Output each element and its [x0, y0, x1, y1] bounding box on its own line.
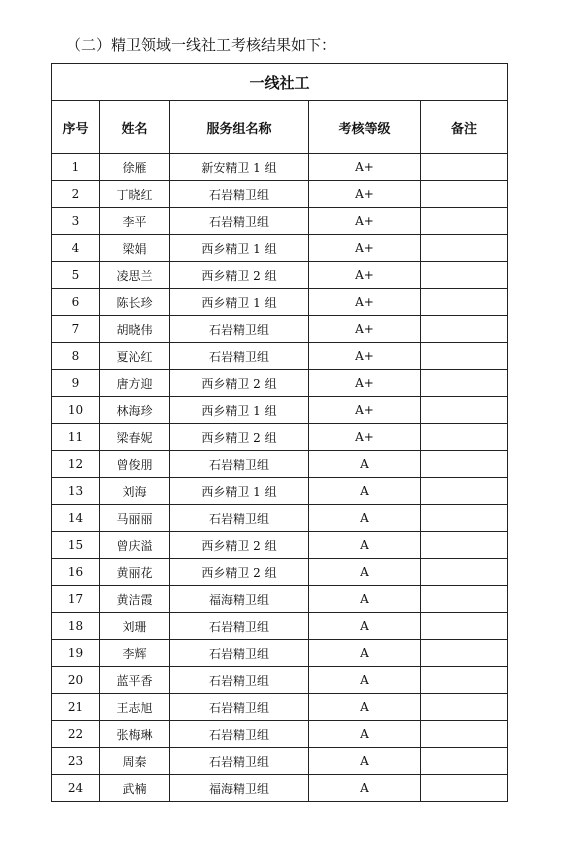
cell-index: 10: [52, 397, 100, 424]
cell-remarks: [421, 586, 508, 613]
cell-remarks: [421, 694, 508, 721]
table-row: [52, 289, 508, 316]
cell-group: 西乡精卫 2 组: [170, 532, 309, 559]
cell-grade: A: [309, 640, 421, 667]
cell-grade: A: [309, 532, 421, 559]
cell-index: 17: [52, 586, 100, 613]
cell-grade: A: [309, 748, 421, 775]
table-row: [52, 262, 508, 289]
cell-grade: A+: [309, 235, 421, 262]
cell-group: 西乡精卫 1 组: [170, 478, 309, 505]
cell-grade: A: [309, 613, 421, 640]
cell-grade: A+: [309, 397, 421, 424]
cell-grade: A+: [309, 181, 421, 208]
cell-group: 西乡精卫 1 组: [170, 235, 309, 262]
cell-grade: A: [309, 586, 421, 613]
cell-remarks: [421, 721, 508, 748]
cell-remarks: [421, 343, 508, 370]
cell-remarks: [421, 640, 508, 667]
cell-grade: A: [309, 451, 421, 478]
cell-index: 2: [52, 181, 100, 208]
cell-name: 黄洁霞: [100, 586, 170, 613]
section-heading: （二）精卫领域一线社工考核结果如下：: [66, 36, 337, 54]
table-row: [52, 451, 508, 478]
cell-name: 张梅琳: [100, 721, 170, 748]
cell-index: 4: [52, 235, 100, 262]
cell-name: 唐方迎: [100, 370, 170, 397]
cell-group: 福海精卫组: [170, 775, 309, 802]
cell-grade: A: [309, 694, 421, 721]
cell-remarks: [421, 505, 508, 532]
cell-index: 22: [52, 721, 100, 748]
cell-index: 15: [52, 532, 100, 559]
cell-grade: A+: [309, 208, 421, 235]
table-row: [52, 694, 508, 721]
cell-group: 石岩精卫组: [170, 613, 309, 640]
cell-remarks: [421, 667, 508, 694]
cell-group: 石岩精卫组: [170, 181, 309, 208]
table-row: [52, 667, 508, 694]
cell-index: 9: [52, 370, 100, 397]
cell-remarks: [421, 181, 508, 208]
cell-index: 6: [52, 289, 100, 316]
cell-remarks: [421, 235, 508, 262]
cell-index: 18: [52, 613, 100, 640]
assessment-table: [51, 63, 508, 802]
column-header-grade: 考核等级: [309, 101, 421, 154]
cell-grade: A+: [309, 262, 421, 289]
cell-remarks: [421, 154, 508, 181]
cell-index: 11: [52, 424, 100, 451]
cell-index: 8: [52, 343, 100, 370]
cell-remarks: [421, 532, 508, 559]
table-row: [52, 640, 508, 667]
cell-name: 李平: [100, 208, 170, 235]
cell-remarks: [421, 262, 508, 289]
cell-name: 马丽丽: [100, 505, 170, 532]
cell-group: 石岩精卫组: [170, 721, 309, 748]
cell-group: 西乡精卫 2 组: [170, 370, 309, 397]
cell-index: 7: [52, 316, 100, 343]
table-row: [52, 748, 508, 775]
cell-name: 周秦: [100, 748, 170, 775]
cell-group: 石岩精卫组: [170, 748, 309, 775]
cell-group: 西乡精卫 1 组: [170, 289, 309, 316]
table-header-row: [52, 101, 508, 154]
table-row: [52, 181, 508, 208]
cell-remarks: [421, 289, 508, 316]
cell-remarks: [421, 613, 508, 640]
cell-group: 西乡精卫 2 组: [170, 424, 309, 451]
cell-name: 刘海: [100, 478, 170, 505]
table-row: [52, 397, 508, 424]
table-title: 一线社工: [52, 64, 508, 101]
cell-grade: A: [309, 667, 421, 694]
table-row: [52, 613, 508, 640]
cell-name: 胡晓伟: [100, 316, 170, 343]
cell-group: 西乡精卫 2 组: [170, 559, 309, 586]
table-row: [52, 478, 508, 505]
cell-remarks: [421, 478, 508, 505]
cell-remarks: [421, 316, 508, 343]
table-body: [52, 154, 508, 802]
cell-index: 16: [52, 559, 100, 586]
cell-name: 凌思兰: [100, 262, 170, 289]
cell-group: 石岩精卫组: [170, 694, 309, 721]
table-row: [52, 775, 508, 802]
cell-group: 新安精卫 1 组: [170, 154, 309, 181]
cell-remarks: [421, 559, 508, 586]
column-header-index: 序号: [52, 101, 100, 154]
cell-remarks: [421, 370, 508, 397]
cell-grade: A: [309, 505, 421, 532]
cell-group: 石岩精卫组: [170, 343, 309, 370]
cell-remarks: [421, 775, 508, 802]
cell-grade: A: [309, 721, 421, 748]
cell-remarks: [421, 208, 508, 235]
cell-index: 1: [52, 154, 100, 181]
cell-name: 梁娟: [100, 235, 170, 262]
cell-index: 3: [52, 208, 100, 235]
table-row: [52, 208, 508, 235]
cell-name: 武楠: [100, 775, 170, 802]
table-row: [52, 721, 508, 748]
cell-grade: A: [309, 775, 421, 802]
cell-index: 14: [52, 505, 100, 532]
cell-index: 19: [52, 640, 100, 667]
cell-grade: A: [309, 559, 421, 586]
cell-group: 石岩精卫组: [170, 451, 309, 478]
table-title-row: [52, 64, 508, 101]
cell-group: 石岩精卫组: [170, 208, 309, 235]
cell-index: 20: [52, 667, 100, 694]
cell-name: 徐雁: [100, 154, 170, 181]
cell-index: 21: [52, 694, 100, 721]
cell-name: 丁晓红: [100, 181, 170, 208]
table-row: [52, 370, 508, 397]
cell-grade: A+: [309, 343, 421, 370]
table-row: [52, 154, 508, 181]
table-row: [52, 532, 508, 559]
cell-grade: A+: [309, 424, 421, 451]
cell-name: 夏沁红: [100, 343, 170, 370]
cell-remarks: [421, 424, 508, 451]
cell-name: 李辉: [100, 640, 170, 667]
cell-group: 石岩精卫组: [170, 316, 309, 343]
cell-group: 石岩精卫组: [170, 667, 309, 694]
table-row: [52, 559, 508, 586]
column-header-name: 姓名: [100, 101, 170, 154]
cell-name: 王志旭: [100, 694, 170, 721]
cell-index: 24: [52, 775, 100, 802]
cell-remarks: [421, 748, 508, 775]
cell-grade: A+: [309, 154, 421, 181]
cell-name: 黄丽花: [100, 559, 170, 586]
column-header-remarks: 备注: [421, 101, 508, 154]
column-header-group: 服务组名称: [170, 101, 309, 154]
table-row: [52, 586, 508, 613]
cell-name: 曾俊朋: [100, 451, 170, 478]
table-row: [52, 343, 508, 370]
cell-name: 刘珊: [100, 613, 170, 640]
cell-index: 12: [52, 451, 100, 478]
cell-remarks: [421, 397, 508, 424]
cell-grade: A+: [309, 316, 421, 343]
cell-grade: A: [309, 478, 421, 505]
cell-group: 西乡精卫 2 组: [170, 262, 309, 289]
cell-name: 蓝平香: [100, 667, 170, 694]
cell-name: 曾庆溢: [100, 532, 170, 559]
table-row: [52, 316, 508, 343]
cell-name: 陈长珍: [100, 289, 170, 316]
cell-group: 石岩精卫组: [170, 505, 309, 532]
cell-group: 福海精卫组: [170, 586, 309, 613]
table-row: [52, 505, 508, 532]
cell-group: 西乡精卫 1 组: [170, 397, 309, 424]
table-row: [52, 424, 508, 451]
cell-remarks: [421, 451, 508, 478]
cell-index: 5: [52, 262, 100, 289]
cell-grade: A+: [309, 289, 421, 316]
cell-name: 梁春妮: [100, 424, 170, 451]
cell-group: 石岩精卫组: [170, 640, 309, 667]
table-row: [52, 235, 508, 262]
cell-name: 林海珍: [100, 397, 170, 424]
cell-index: 13: [52, 478, 100, 505]
cell-grade: A+: [309, 370, 421, 397]
cell-index: 23: [52, 748, 100, 775]
